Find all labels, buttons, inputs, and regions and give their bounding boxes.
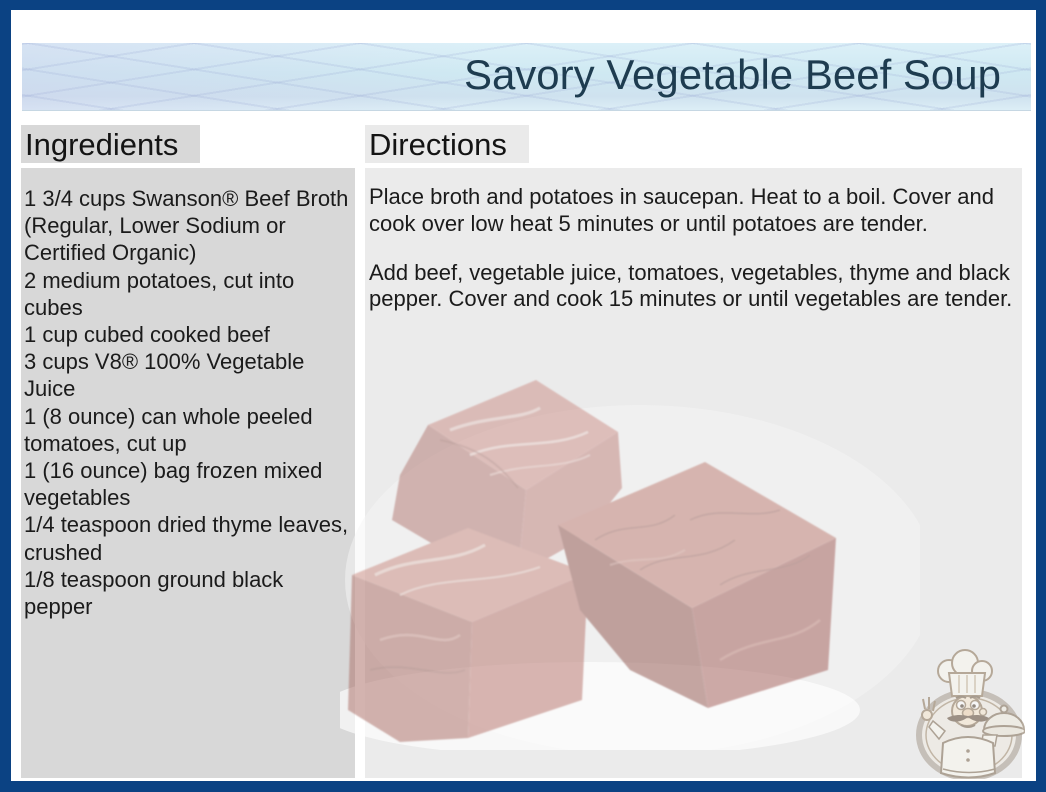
- page-border-top: [0, 0, 1046, 10]
- direction-step: Place broth and potatoes in saucepan. Heat to a boil. Cover and cook over low heat 5 minutes or until potatoes are tender.: [369, 184, 994, 236]
- ingredient-item: 3 cups V8® 100% Vegetable Juice: [24, 349, 305, 402]
- ingredients-heading-box: [21, 125, 200, 163]
- page-border-left: [0, 0, 11, 792]
- ingredient-item: 1/8 teaspoon ground black pepper: [24, 566, 284, 620]
- beef-cubes-photo: [340, 370, 920, 750]
- ingredients-panel: [21, 168, 355, 778]
- page-border-bottom: [0, 781, 1046, 792]
- page-border-right: [1036, 0, 1046, 792]
- ingredient-item: 1 cup cubed cooked beef: [24, 322, 270, 348]
- ingredient-item: 1/4 teaspoon dried thyme leaves, crushed: [24, 512, 349, 565]
- direction-step: Add beef, vegetable juice, tomatoes, vegetables, thyme and black pepper. Cover and cook 15 minutes or until vegetables are tender.: [369, 259, 1013, 312]
- ingredients-list: [24, 185, 353, 620]
- recipe-title: Savory Vegetable Beef Soup: [463, 51, 1001, 98]
- ingredient-item: 1 (16 ounce) bag frozen mixed vegetables: [24, 458, 323, 511]
- directions-heading-box: [365, 125, 529, 163]
- ingredient-item: 1 3/4 cups Swanson® Beef Broth (Regular, Lower Sodium or Certified Organic): [24, 186, 349, 266]
- ingredient-item: 1 (8 ounce) can whole peeled tomatoes, cut up: [24, 403, 313, 456]
- directions-heading: Directions: [369, 127, 507, 162]
- ingredient-item: 2 medium potatoes, cut into cubes: [24, 267, 295, 320]
- ingredients-heading: Ingredients: [25, 127, 179, 162]
- header-banner: [22, 43, 1031, 111]
- chef-mascot-logo: [905, 645, 1025, 779]
